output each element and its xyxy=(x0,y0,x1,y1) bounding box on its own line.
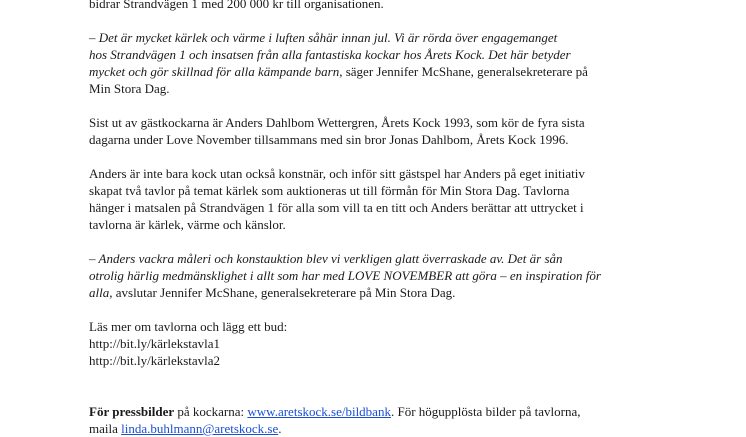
quote-line: – Det är mycket kärlek och värme i luften såhär innan jul. Vi är rörda över engagemanget xyxy=(89,30,558,45)
paragraph-press-images xyxy=(89,403,739,437)
paragraph-paintings xyxy=(89,165,739,233)
paragraph-guest-chef xyxy=(89,114,739,148)
email-link[interactable]: linda.buhlmann@aretskock.se xyxy=(121,421,279,436)
paragraph-line: bidrar Strandvägen 1 med 200 000 kr till organisationen. xyxy=(89,0,384,11)
paragraph-bid-links xyxy=(89,318,739,369)
image-bank-link[interactable]: www.aretskock.se/bildbank xyxy=(247,404,391,419)
quote-line: – Anders vackra måleri och konstauktion blev vi verkligen glatt överraskade av. Det är sån xyxy=(89,251,563,266)
paragraph-spacer xyxy=(89,369,739,403)
quote-line: alla, avslutar Jennifer McShane, generalsekreterare på Min Stora Dag. xyxy=(89,285,456,300)
paragraph-line: dagarna under Love November tillsammans med sin bror Jonas Dahlbom, Årets Kock 1996. xyxy=(89,132,569,147)
auction-link-2: http://bit.ly/kärlekstavla2 xyxy=(89,353,221,368)
paragraph-spacer xyxy=(89,148,739,165)
quote-line: hos Strandvägen 1 och insatsen från alla fantastiska kockar hos Årets Kock. Det här betyder xyxy=(89,47,571,62)
paragraph-donation xyxy=(89,0,739,12)
paragraph-line: hänger i matsalen på Strandvägen 1 för alla som vill ta en titt och Anders berättar att uttrycket i xyxy=(89,200,584,215)
paragraph-line: Min Stora Dag. xyxy=(89,81,170,96)
quote-line: otrolig härlig medmänsklighet i allt som har med LOVE NOVEMBER att göra – en inspiration för xyxy=(89,268,601,283)
paragraph-line: maila linda.buhlmann@aretskock.se. xyxy=(89,421,282,436)
paragraph-line: Anders är inte bara kock utan också konstnär, och inför sitt gästspel har Anders på eget initiativ xyxy=(89,166,585,181)
press-release-body xyxy=(89,0,739,437)
auction-link-1: http://bit.ly/kärlekstavla1 xyxy=(89,336,221,351)
paragraph-line: skapat två tavlor på temat kärlek som auktioneras ut till förmån för Min Stora Dag. Tavlorna xyxy=(89,183,570,198)
paragraph-spacer xyxy=(89,233,739,250)
paragraph-spacer xyxy=(89,97,739,114)
paragraph-quote-mcshane xyxy=(89,29,739,97)
paragraph-spacer xyxy=(89,12,739,29)
press-images-heading: För pressbilder xyxy=(89,404,175,419)
paragraph-line: För pressbilder på kockarna: www.aretskock.se/bildbank. För högupplösta bilder på tavlorna, xyxy=(89,404,581,419)
paragraph-line: tavlorna är kärlek, värme och känslor. xyxy=(89,217,286,232)
paragraph-line: Sist ut av gästkockarna är Anders Dahlbom Wettergren, Årets Kock 1993, som kör de fyra sista xyxy=(89,115,585,130)
paragraph-line: Läs mer om tavlorna och lägg ett bud: xyxy=(89,319,288,334)
quote-line: mycket och gör skillnad för alla kämpande barn, säger Jennifer McShane, generalsekreterare på xyxy=(89,64,588,79)
paragraph-quote-auction xyxy=(89,250,739,301)
paragraph-spacer xyxy=(89,301,739,318)
